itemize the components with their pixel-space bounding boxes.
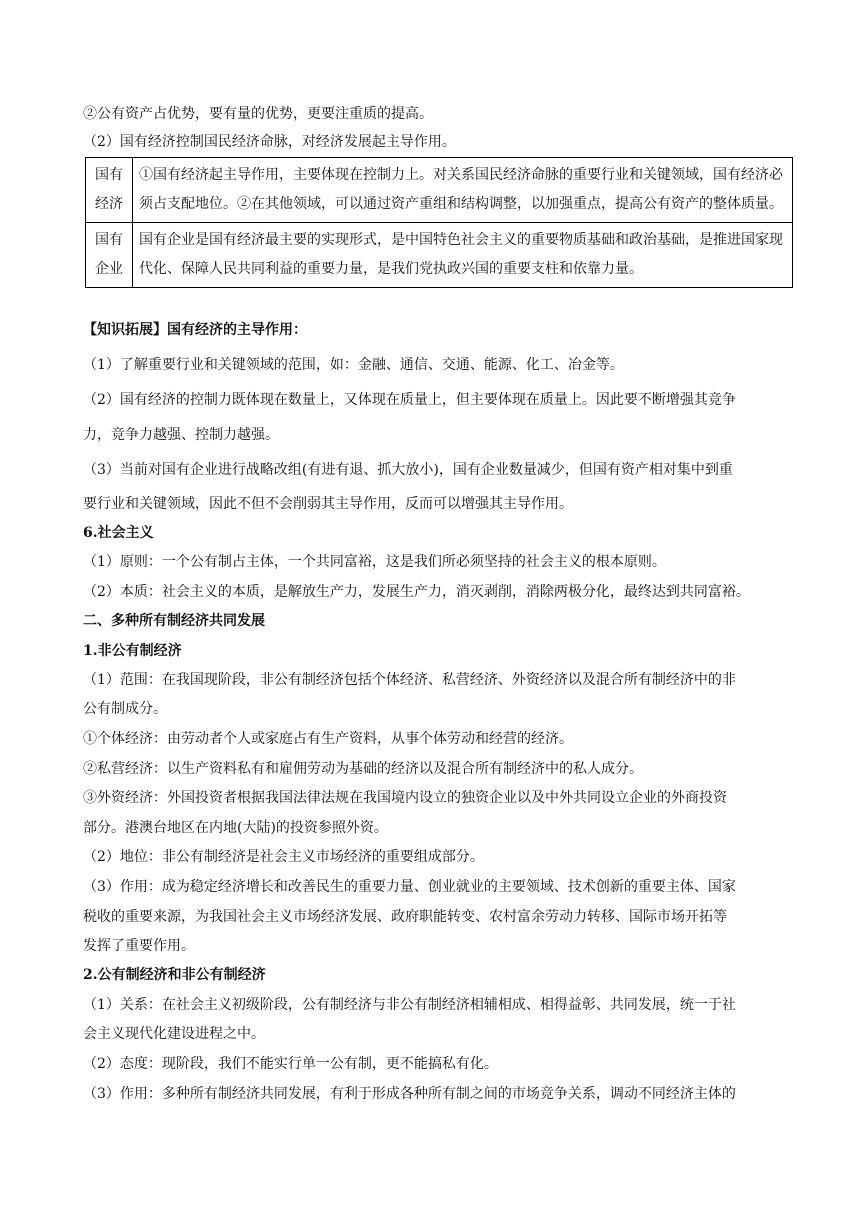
table-row	[86, 223, 793, 288]
definition-table	[85, 157, 793, 288]
paragraph-line: 会主义现代化建设进程之中。	[83, 1026, 265, 1042]
paragraph-line: （1）范围：在我国现阶段，非公有制经济包括个体经济、私营经济、外资经济以及混合所有制经济中的非	[83, 672, 736, 688]
paragraph-line: 公有制成分。	[83, 701, 167, 717]
paragraph-line: 部分。港澳台地区在内地(大陆)的投资参照外资。	[83, 820, 388, 836]
paragraph-line: （3）当前对国有企业进行战略改组(有进有退、抓大放小)，国有企业数量减少，但国有资产相对集中到重	[83, 462, 733, 478]
part-heading: 二、多种所有制经济共同发展	[83, 613, 265, 629]
paragraph-line: ①个体经济：由劳动者个人或家庭占有生产资料，从事个体劳动和经营的经济。	[83, 731, 573, 747]
paragraph-line: ③外资经济：外国投资者根据我国法律法规在我国境内设立的独资企业以及中外共同设立企业的外商投资	[83, 790, 727, 806]
term-cell	[86, 223, 133, 288]
paragraph-line: 要行业和关键领域，因此不但不会削弱其主导作用，反而可以增强其主导作用。	[83, 496, 573, 512]
term-label: 企业	[95, 261, 123, 277]
paragraph-line: （2）本质：社会主义的本质，是解放生产力，发展生产力，消灭剥削，消除两极分化，最终达到共同富裕。	[83, 584, 750, 600]
term-cell	[86, 158, 133, 223]
section-heading: 1.非公有制经济	[83, 643, 182, 659]
term-label: 国有	[95, 167, 123, 183]
table-row	[86, 158, 793, 223]
paragraph-line: ②公有资产占优势，要有量的优势，更要注重质的提高。	[83, 106, 433, 122]
paragraph-line: （1）原则：一个公有制占主体，一个共同富裕，这是我们所必须坚持的社会主义的根本原则。	[83, 554, 666, 570]
paragraph-line: （2）地位：非公有制经济是社会主义市场经济的重要组成部分。	[83, 849, 484, 865]
section-heading: 【知识拓展】国有经济的主导作用：	[83, 322, 307, 338]
paragraph-line: ②私营经济：以生产资料私有和雇佣劳动为基础的经济以及混合所有制经济中的私人成分。	[83, 761, 643, 777]
section-heading: 2.公有制经济和非公有制经济	[83, 967, 266, 983]
paragraph-line: 税收的重要来源，为我国社会主义市场经济发展、政府职能转变、农村富余劳动力转移、国际市场开拓等	[83, 909, 727, 925]
paragraph-line: 力，竞争力越强、控制力越强。	[83, 427, 279, 443]
section-heading: 6.社会主义	[83, 525, 154, 541]
paragraph-line: （2）国有经济控制国民经济命脉，对经济发展起主导作用。	[83, 134, 456, 150]
definition-cell: 国有企业是国有经济最主要的实现形式，是中国特色社会主义的重要物质基础和政治基础，是推进国家现代化、保障人民共同利益的重要力量，是我们党执政兴国的重要支柱和依靠力量。	[133, 223, 793, 288]
paragraph-line: （2）国有经济的控制力既体现在数量上，又体现在质量上，但主要体现在质量上。因此要不断增强其竞争	[83, 392, 736, 408]
term-label: 经济	[95, 196, 123, 212]
term-label: 国有	[95, 232, 123, 248]
paragraph-line: （1）了解重要行业和关键领域的范围，如：金融、通信、交通、能源、化工、冶金等。	[83, 357, 624, 373]
paragraph-line: （2）态度：现阶段，我们不能实行单一公有制，更不能搞私有化。	[83, 1056, 498, 1072]
paragraph-line: 发挥了重要作用。	[83, 938, 195, 954]
paragraph-line: （3）作用：成为稳定经济增长和改善民生的重要力量、创业就业的主要领域、技术创新的重要主体、国家	[83, 879, 736, 895]
paragraph-line: （3）作用：多种所有制经济共同发展，有利于形成各种所有制之间的市场竞争关系，调动不同经济主体的	[83, 1086, 736, 1102]
definition-cell: ①国有经济起主导作用，主要体现在控制力上。对关系国民经济命脉的重要行业和关键领域，国有经济必须占支配地位。②在其他领域，可以通过资产重组和结构调整，以加强重点，提高公有资产的整体质量。	[133, 158, 793, 223]
paragraph-line: （1）关系：在社会主义初级阶段，公有制经济与非公有制经济相辅相成、相得益彰、共同发展，统一于社	[83, 997, 736, 1013]
